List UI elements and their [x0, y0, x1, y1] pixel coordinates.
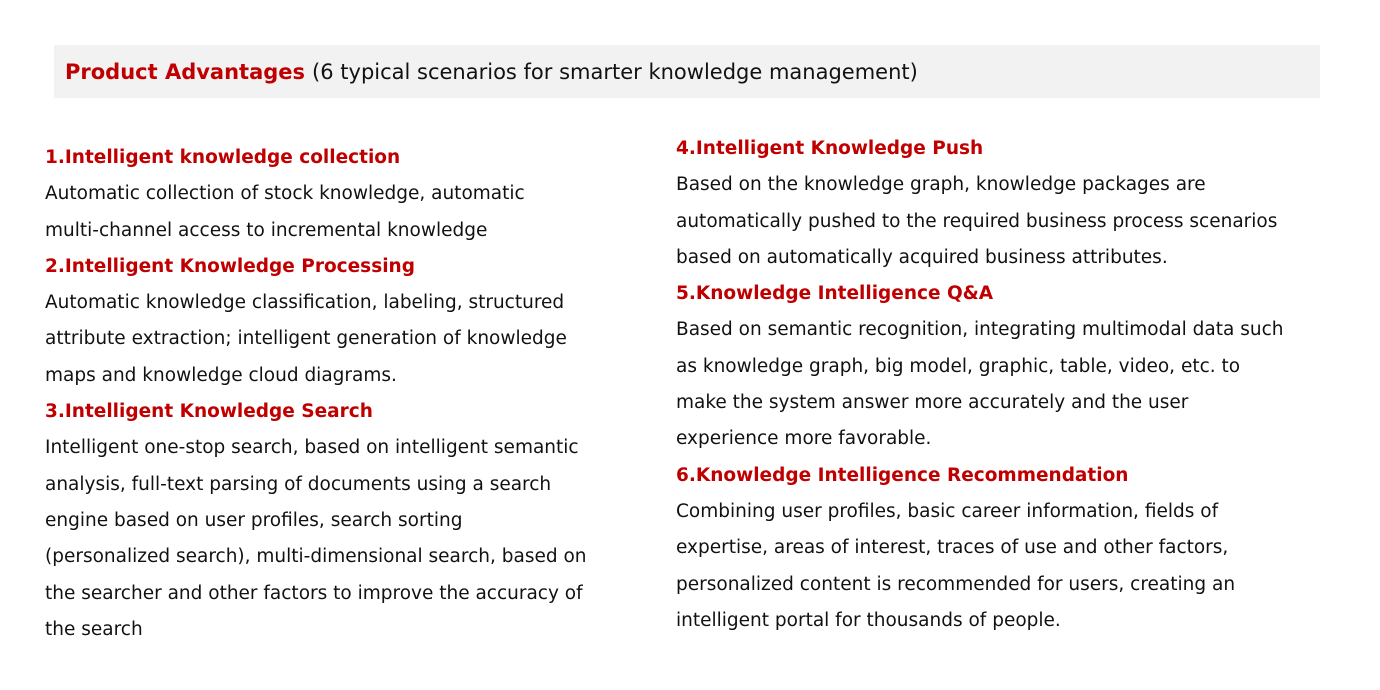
advantage-text-line: personalized content is recommended for users, creating an	[676, 573, 1236, 595]
advantage-text-line: Automatic collection of stock knowledge, automatic	[45, 183, 525, 205]
advantage-text-line: Based on semantic recognition, integrating multimodal data such	[676, 319, 1284, 341]
advantage-text-line: expertise, areas of interest, traces of use and other factors,	[676, 537, 1229, 559]
advantage-text-line: analysis, full-text parsing of documents using a search	[45, 473, 552, 495]
advantage-item-6	[676, 458, 1336, 639]
advantage-text-line: Combining user profiles, basic career information, fields of	[676, 500, 1219, 522]
advantage-text-line: attribute extraction; intelligent generation of knowledge	[45, 328, 567, 350]
advantage-text-line: multi-channel access to incremental knowledge	[45, 219, 488, 241]
left-column	[45, 140, 625, 648]
advantage-item-5	[676, 276, 1336, 457]
advantage-text-line: maps and knowledge cloud diagrams.	[45, 364, 397, 386]
page-title: Product Advantages	[65, 59, 306, 84]
advantage-text-line: experience more favorable.	[676, 428, 932, 450]
advantage-heading: 4.Intelligent Knowledge Push	[676, 138, 984, 159]
advantage-text-line: engine based on user profiles, search sorting	[45, 509, 463, 531]
advantage-text-line: the search	[45, 618, 143, 640]
advantage-heading: 5.Knowledge Intelligence Q&A	[676, 283, 994, 305]
advantage-heading: 3.Intelligent Knowledge Search	[45, 401, 373, 423]
advantage-text-line: automatically pushed to the required business process scenarios	[676, 210, 1278, 232]
advantage-text-line: Intelligent one-stop search, based on intelligent semantic	[45, 437, 579, 459]
advantage-text-line: as knowledge graph, big model, graphic, table, video, etc. to	[676, 355, 1241, 377]
header-bar	[54, 45, 1320, 98]
advantage-heading: 1.Intelligent knowledge collection	[45, 147, 401, 168]
advantage-text-line: based on automatically acquired business attributes.	[676, 246, 1168, 268]
advantage-text-line: the searcher and other factors to improve the accuracy of	[45, 582, 583, 604]
right-column	[676, 131, 1336, 639]
page-subtitle: (6 typical scenarios for smarter knowledge management)	[312, 59, 918, 84]
advantage-text-line: Based on the knowledge graph, knowledge packages are	[676, 174, 1206, 196]
advantage-item-2	[45, 249, 625, 394]
advantage-text-line: Automatic knowledge classification, labeling, structured	[45, 292, 565, 314]
advantage-item-1	[45, 140, 625, 249]
advantage-heading: 6.Knowledge Intelligence Recommendation	[676, 464, 1129, 486]
advantage-item-3	[45, 394, 625, 648]
advantage-text-line: intelligent portal for thousands of people.	[676, 609, 1061, 631]
advantage-heading: 2.Intelligent Knowledge Processing	[45, 255, 415, 277]
advantage-text-line: (personalized search), multi-dimensional search, based on	[45, 546, 587, 568]
advantage-text-line: make the system answer more accurately and the user	[676, 392, 1189, 414]
advantage-item-4	[676, 131, 1336, 276]
